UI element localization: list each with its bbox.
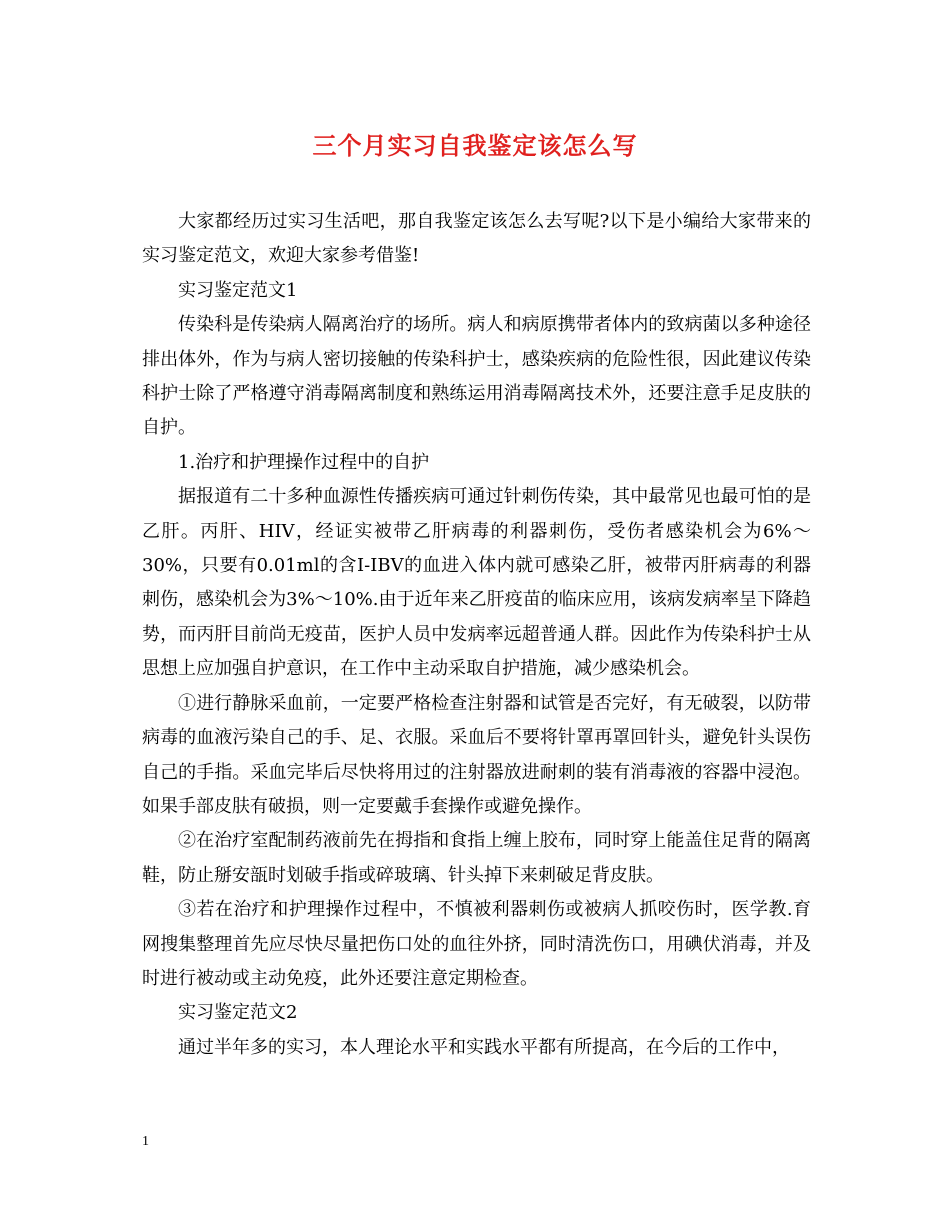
paragraph: 据报道有二十多种血源性传播疾病可通过针刺伤传染，其中最常见也最可怕的是乙肝。丙肝、HIV，经证实被带乙肝病毒的利器刺伤，受伤者感染机会为6%～30%，只要有0.01ml的含I-IBV的血进入体内就可感染乙肝，被带丙肝病毒的利器刺伤，感染机会为3%～10%.由于近年来乙肝疫苗的临床应用，该病发病率呈下降趋势，而丙肝目前尚无疫苗，医护人员中发病率远超普通人群。因此作为传染科护士从思想上应加强自护意识，在工作中主动采取自护措施，减少感染机会。 (142, 486, 811, 680)
subheading-self-protection: 1.治疗和护理操作过程中的自护 (178, 451, 430, 473)
document-body (142, 205, 811, 1065)
paragraph: ②在治疗室配制药液前先在拇指和食指上缠上胶布，同时穿上能盖住足背的隔离鞋，防止掰安瓿时划破手指或碎玻璃、针头掉下来刺破足背皮肤。 (142, 830, 811, 886)
paragraph-intro: 大家都经历过实习生活吧，那自我鉴定该怎么去写呢?以下是小编给大家带来的实习鉴定范文，欢迎大家参考借鉴! (142, 211, 811, 267)
paragraph: ③若在治疗和护理操作过程中，不慎被利器刺伤或被病人抓咬伤时，医学教.育网搜集整理首先应尽快尽量把伤口处的血往外挤，同时清洗伤口，用碘伏消毒，并及时进行被动或主动免疫，此外还要注意定期检查。 (142, 899, 811, 989)
section-heading-sample-2: 实习鉴定范文2 (178, 1002, 298, 1024)
section-heading-sample-1: 实习鉴定范文1 (178, 279, 298, 301)
paragraph: 通过半年多的实习，本人理论水平和实践水平都有所提高，在今后的工作中， (178, 1036, 790, 1058)
document-title: 三个月实习自我鉴定该怎么写 (312, 131, 638, 160)
page-number: 1 (142, 1134, 149, 1149)
paragraph: 传染科是传染病人隔离治疗的场所。病人和病原携带者体内的致病菌以多种途径排出体外，作为与病人密切接触的传染科护士，感染疾病的危险性很，因此建议传染科护士除了严格遵守消毒隔离制度和熟练运用消毒隔离技术外，还要注意手足皮肤的自护。 (142, 314, 811, 439)
paragraph: ①进行静脉采血前，一定要严格检查注射器和试管是否完好，有无破裂，以防带病毒的血液污染自己的手、足、衣服。采血后不要将针罩再罩回针头，避免针头误伤自己的手指。采血完毕后尽快将用过的注射器放进耐刺的装有消毒液的容器中浸泡。如果手部皮肤有破损，则一定要戴手套操作或避免操作。 (142, 692, 811, 817)
